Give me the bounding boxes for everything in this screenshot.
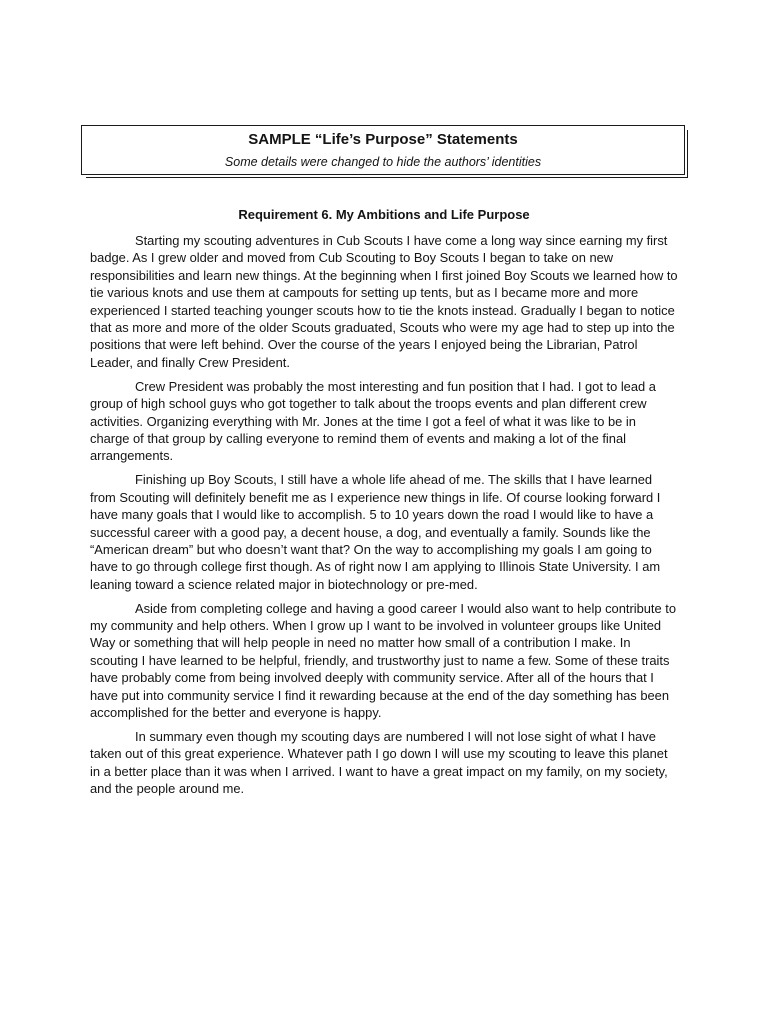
essay-body xyxy=(90,232,678,804)
paragraph-3: Finishing up Boy Scouts, I still have a whole life ahead of me. The skills that I have learned from Scouting will definitely benefit me as I experience new things in life. Of course looking forward I have many goals that I would like to accomplish. 5 to 10 years down the road I would like to have a successful career with a good pay, a decent house, a dog, and eventually a family. Sounds like the “American dream” but who doesn’t want that? On the way to accomplishing my goals I am going to have to go through college first though. As of right now I am applying to Illinois State University. I am leaning toward a science related major in biotechnology or pre-med. xyxy=(90,472,661,592)
paragraph-4: Aside from completing college and having a good career I would also want to help contribute to my community and help others. When I grow up I want to be involved in volunteer groups like United Way or something that will help people in need no matter how small of a contribution I make. In scouting I have learned to be helpful, friendly, and trustworthy just to name a few. Some of these traits have probably come from being involved deeply with community service. After all of the hours that I have put into community service I find it rewarding because at the end of the day something has been accomplished for the better and everyone is happy. xyxy=(90,600,677,721)
paragraph-1: Starting my scouting adventures in Cub Scouts I have come a long way since earning my first badge. As I grew older and moved from Cub Scouting to Boy Scouts I began to take on new responsibilities and learn new things. At the beginning when I first joined Boy Scouts we learned how to tie various knots and use them at campouts for setting up tents, but as I became more and more experienced I started teaching younger scouts how to tie the knots instead. Gradually I began to notice that as more and more of the older Scouts graduated, Scouts who were my age had to step up into the positions that were left behind. Over the course of the years I enjoyed being the Librarian, Patrol Leader, and finally Crew President. xyxy=(90,233,678,370)
document-subtitle: Some details were changed to hide the authors’ identities xyxy=(224,155,542,169)
paragraph-2: Crew President was probably the most interesting and fun position that I had. I got to lead a group of high school guys who got together to talk about the troops events and plan different crew activities. Organizing everything with Mr. Jones at the time I got a feel of what it was like to be in charge of that group by calling everyone to remind them of events and making a lot of the final arrangements. xyxy=(90,378,656,464)
document-title: SAMPLE “Life’s Purpose” Statements xyxy=(248,131,518,148)
paragraph-5: In summary even though my scouting days are numbered I will not lose sight of what I have taken out of this great experience. Whatever path I go down I will use my scouting to leave this planet in a better place than it was when I arrived. I want to have a great impact on my family, on my society, and the people around me. xyxy=(90,728,668,797)
requirement-heading: Requirement 6. My Ambitions and Life Purpose xyxy=(238,207,530,222)
header-box xyxy=(81,125,685,175)
